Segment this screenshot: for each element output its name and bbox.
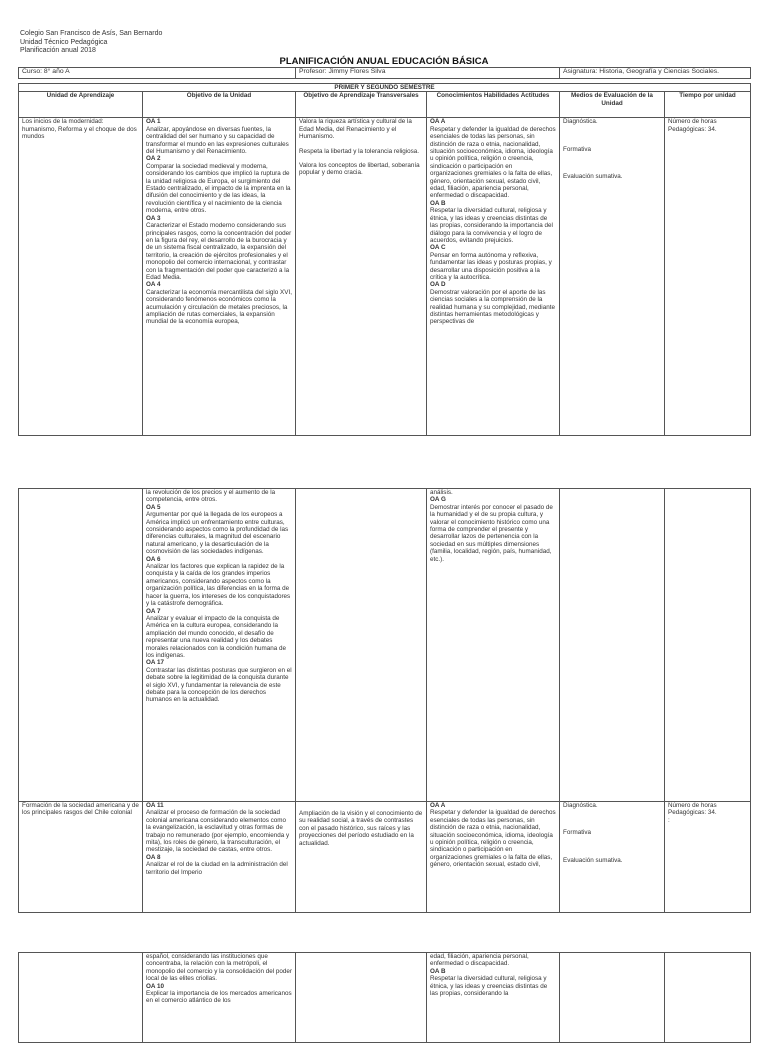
objective-lead-text: español, considerando las instituciones que concentraba, la relación con la metrópoli, el monopolio del comercio y la consolidación del poder local de las elites criollas. (146, 953, 292, 983)
knowledge-list (430, 968, 556, 998)
col-header-unit: Unidad de Aprendizaje (19, 92, 143, 118)
unit2-objectives-cell (143, 802, 296, 913)
subject-cell: Asignatura: Historia, Geografía y Ciencias Sociales. (560, 68, 751, 79)
transversal-item: Respeta la libertad y la tolerancia religiosa. (299, 147, 420, 155)
objective-text: Contrastar las distintas posturas que surgieron en el debate sobre la legitimidad de la conquista durante el siglo XVI, y fundamentar la relevancia de este debate para la concepción de los derechos humanos en la actualidad. (146, 666, 292, 704)
unit1-knowledge-cell-cont (427, 489, 560, 802)
unit-name: Formación de la sociedad americana y de los principales rasgos del Chile colonial (22, 802, 139, 817)
objective-code: OA 1 (146, 118, 161, 126)
objective-code: OA 11 (146, 802, 164, 809)
transversal-item: Valora los conceptos de libertad, soberanía popular y demo cracia. (299, 162, 420, 177)
transversal-item: Ampliación de la visión y el conocimiento de su realidad social, a través de contrastes con el pasado histórico, sus raíces y las proyecciones del período estudiado en la actualidad. (299, 810, 423, 847)
unit2-time-cell (665, 802, 751, 913)
objective-code: OA 8 (146, 853, 161, 861)
unit2-knowledge-cell-cont (427, 953, 560, 1043)
transversal-item: Valora la riqueza artística y cultural de la Edad Media, del Renacimiento y el Humanismo. (299, 118, 412, 141)
objective-code: OA A (430, 802, 446, 809)
planning-table-page-2 (18, 488, 751, 913)
unit1-objectives-cell (143, 118, 296, 436)
objective-text: Demostrar interés por conocer el pasado de la humanidad y el de su propia cultura, y valorar el conocimiento histórico como una forma de comprender el presente y desarrollar lazos de pertenencia con la sociedad en sus múltiples dimensiones (familia, localidad, región, país, humanidad, etc.). (430, 503, 553, 563)
objective-code: OA B (430, 199, 446, 207)
unit2-knowledge-cell (427, 802, 560, 913)
col-header-time: Tiempo por unidad (665, 92, 751, 118)
objective-text: Demostrar valoración por el aporte de las ciencias sociales a la comprensión de la realidad humana y su complejidad, mediante distintas herramientas metodológicas y perspectivas de (430, 288, 555, 326)
objectives-list (146, 802, 292, 876)
objectives-list (146, 118, 292, 325)
objective-text: Analizar, apoyándose en diversas fuentes, la centralidad del ser humano y su capacidad de transformar el mundo en las expresiones culturales del Humanismo y del Renacimiento. (146, 125, 289, 156)
unit-name: Unidad Técnico Pedagógica (20, 38, 108, 46)
unit1-transversal-cell-cont (296, 489, 427, 802)
col-header-objective: Objetivo de la Unidad (143, 92, 296, 118)
objective-code: OA 5 (146, 503, 161, 511)
objective-code: OA 4 (146, 281, 161, 289)
objective-text: Explicar la importancia de los mercados americanos en el comercio atlántico de los (146, 990, 292, 1005)
unit2-objectives-cell-cont (143, 953, 296, 1043)
planning-table-page-1 (18, 67, 751, 436)
knowledge-list (430, 118, 556, 325)
planning-table-page-3 (18, 952, 751, 1043)
evaluation-item: Diagnóstica. (563, 802, 598, 809)
objective-text: Respetar y defender la igualdad de derechos esenciales de todas las personas, sin distinción de raza o etnia, nacionalidad, situación socioeconómica, idioma, ideología u opinión política, religión o creencia, sindicación o participación en organizaciones gremiales o la falta de ellas, género, orientación sexual, estado civil, (430, 809, 556, 869)
unit1-evaluation-cell (560, 118, 665, 436)
unit2-name-cell (19, 802, 143, 913)
objectives-list (146, 983, 292, 1005)
school-name: Colegio San Francisco de Asís, San Bernardo (20, 30, 163, 37)
objective-code: OA 6 (146, 555, 161, 563)
objective-text: Respetar la diversidad cultural, religiosa y étnica, y las ideas y creencias distintas de las propias, considerando la importancia del diálogo para la convivencia y el logro de acuerdos, evitando prejuicios. (430, 207, 553, 244)
unit1-name-cell (19, 118, 143, 436)
unit2-transversal-cell (296, 802, 427, 913)
unit2-name-cell-cont (19, 953, 143, 1043)
evaluation-item: Diagnóstica. (563, 118, 598, 126)
objective-code: OA C (430, 244, 446, 252)
knowledge-list (430, 802, 556, 869)
semester-header: PRIMER Y SEGUNDO SEMESTRE (19, 84, 751, 92)
objectives-list (146, 504, 292, 704)
objective-code: OA 3 (146, 214, 161, 222)
unit2-transversal-cell-cont (296, 953, 427, 1043)
col-header-knowledge: Conocimientos Habilidades Actitudes (427, 92, 560, 118)
evaluation-item: Evaluación sumativa. (563, 173, 623, 181)
unit1-name-cell-cont (19, 489, 143, 802)
objective-text: Respetar la diversidad cultural, religiosa y étnica, y las ideas y creencias distintas de las propias, considerando la (430, 975, 548, 998)
knowledge-lead-text: análisis. (430, 489, 453, 496)
unit-name: Los inicios de la modernidad: humanismo, Reforma y el choque de dos mundos (22, 118, 137, 141)
unit2-evaluation-cell-cont (560, 953, 665, 1043)
knowledge-lead-text: edad, filiación, apariencia personal, enfermedad o discapacidad. (430, 953, 529, 968)
document-header (20, 30, 162, 56)
plan-name: Planificación anual 2018 (20, 47, 96, 54)
teacher-cell: Profesor: Jimmy Flores Silva (296, 68, 560, 79)
unit1-objectives-cell-cont (143, 489, 296, 802)
objective-text: Analizar y evaluar el impacto de la conquista de América en la cultura europea, considerando la ampliación del mundo conocido, el desafío de representar una nueva realidad y los debates morales relacionados con la condición humana de los indígenas. (146, 614, 287, 659)
objective-code: OA 7 (146, 607, 161, 615)
objective-text: Pensar en forma autónoma y reflexiva, fundamentar las ideas y posturas propias, y desarrollar una disposición positiva a la crítica y la autocrítica. (430, 251, 552, 281)
unit2-evaluation-cell (560, 802, 665, 913)
objective-text: Analizar el proceso de formación de la sociedad colonial americana considerando elementos como la evangelización, la esclavitud y otras formas de trabajo no remunerado (por ejemplo, encomienda y mita), los roles de género, la transculturación, el mestizaje, la sociedad de castas, entre otros. (146, 809, 290, 854)
objective-text: Caracterizar la economía mercantilista del siglo XVI, considerando fenómenos económicos como la acumulación y circulación de metales preciosos, la ampliación de rutas comerciales, la expansión mundial de la economía europea, (146, 288, 292, 326)
knowledge-list (430, 496, 556, 563)
col-header-transversal: Objetivo de Aprendizaje Transversales (296, 92, 427, 118)
document-title: PLANIFICACIÓN ANUAL EDUCACIÓN BÁSICA (279, 56, 489, 67)
objective-code: OA 2 (146, 155, 161, 163)
unit2-time-cell-cont (665, 953, 751, 1043)
objective-code: OA B (430, 967, 446, 975)
objective-code: OA 17 (146, 659, 164, 667)
objective-text: Analizar los factores que explican la rapidez de la conquista y la caída de los grandes imperios americanos, considerando aspectos como la organización política, las diferencias en la forma de hacer la guerra, los intereses de los conquistadores y la catástrofe demográfica. (146, 563, 291, 608)
objective-text: Caracterizar el Estado moderno considerando sus principales rasgos, como la concentración del poder en la figura del rey, el desarrollo de la burocracia y de un sistema fiscal centralizado, la expansión del territorio, la creación de ejércitos profesionales y el monopolio del comercio internacional, y contrastar con la fragmentación del poder que caracterizó a la Edad Media. (146, 222, 292, 281)
col-header-evaluation: Medios de Evaluación de la Unidad (560, 92, 665, 118)
objective-code: OA A (430, 118, 446, 126)
objective-text: Analizar el rol de la ciudad en la administración del territorio del Imperio (146, 861, 288, 876)
evaluation-item: Formativa (563, 145, 591, 153)
evaluation-item: Evaluación sumativa. (563, 856, 623, 864)
unit1-time-cell (665, 118, 751, 436)
unit1-transversal-cell (296, 118, 427, 436)
unit1-knowledge-cell (427, 118, 560, 436)
objective-text: Argumentar por qué la llegada de los europeos a América implicó un enfrentamiento entre culturas, considerando aspectos como la profundidad de las diferencias culturales, la magnitud del escenario natural americano, y la desarticulación de la cosmovisión de las sociedades indígenas. (146, 511, 289, 556)
objective-text: Respetar y defender la igualdad de derechos esenciales de todas las personas, sin distinción de raza o etnia, nacionalidad, situación socioeconómica, idioma, ideología u opinión política, religión o creencia, sindicación o participación en organizaciones gremiales o la falta de ellas, género, orientación sexual, estado civil, edad, filiación, apariencia personal, enfermedad o discapacidad. (430, 125, 556, 200)
objective-code: OA 10 (146, 982, 164, 990)
objective-lead-text: la revolución de los precios y el aumento de la competencia, entre otros. (146, 489, 276, 504)
unit1-evaluation-cell-cont (560, 489, 665, 802)
objective-code: OA D (430, 281, 446, 289)
course-cell: Curso: 8° año A (19, 68, 296, 79)
unit1-time-cell-cont (665, 489, 751, 802)
objective-code: OA G (430, 496, 446, 504)
objective-text: Comparar la sociedad medieval y moderna, considerando los cambios que implicó la ruptura de la unidad religiosa de Europa, el surgimiento del Estado centralizado, el impacto de la imprenta en la difusión del conocimiento y de las ideas, la revolución científica y el nacimiento de la ciencia moderna, entre otros. (146, 162, 291, 215)
time-value: Número de horas Pedagógicas: 34. (668, 118, 717, 133)
evaluation-item: Formativa (563, 829, 591, 837)
time-extra: : (668, 816, 670, 824)
time-value: Número de horas Pedagógicas: 34. (668, 802, 717, 817)
